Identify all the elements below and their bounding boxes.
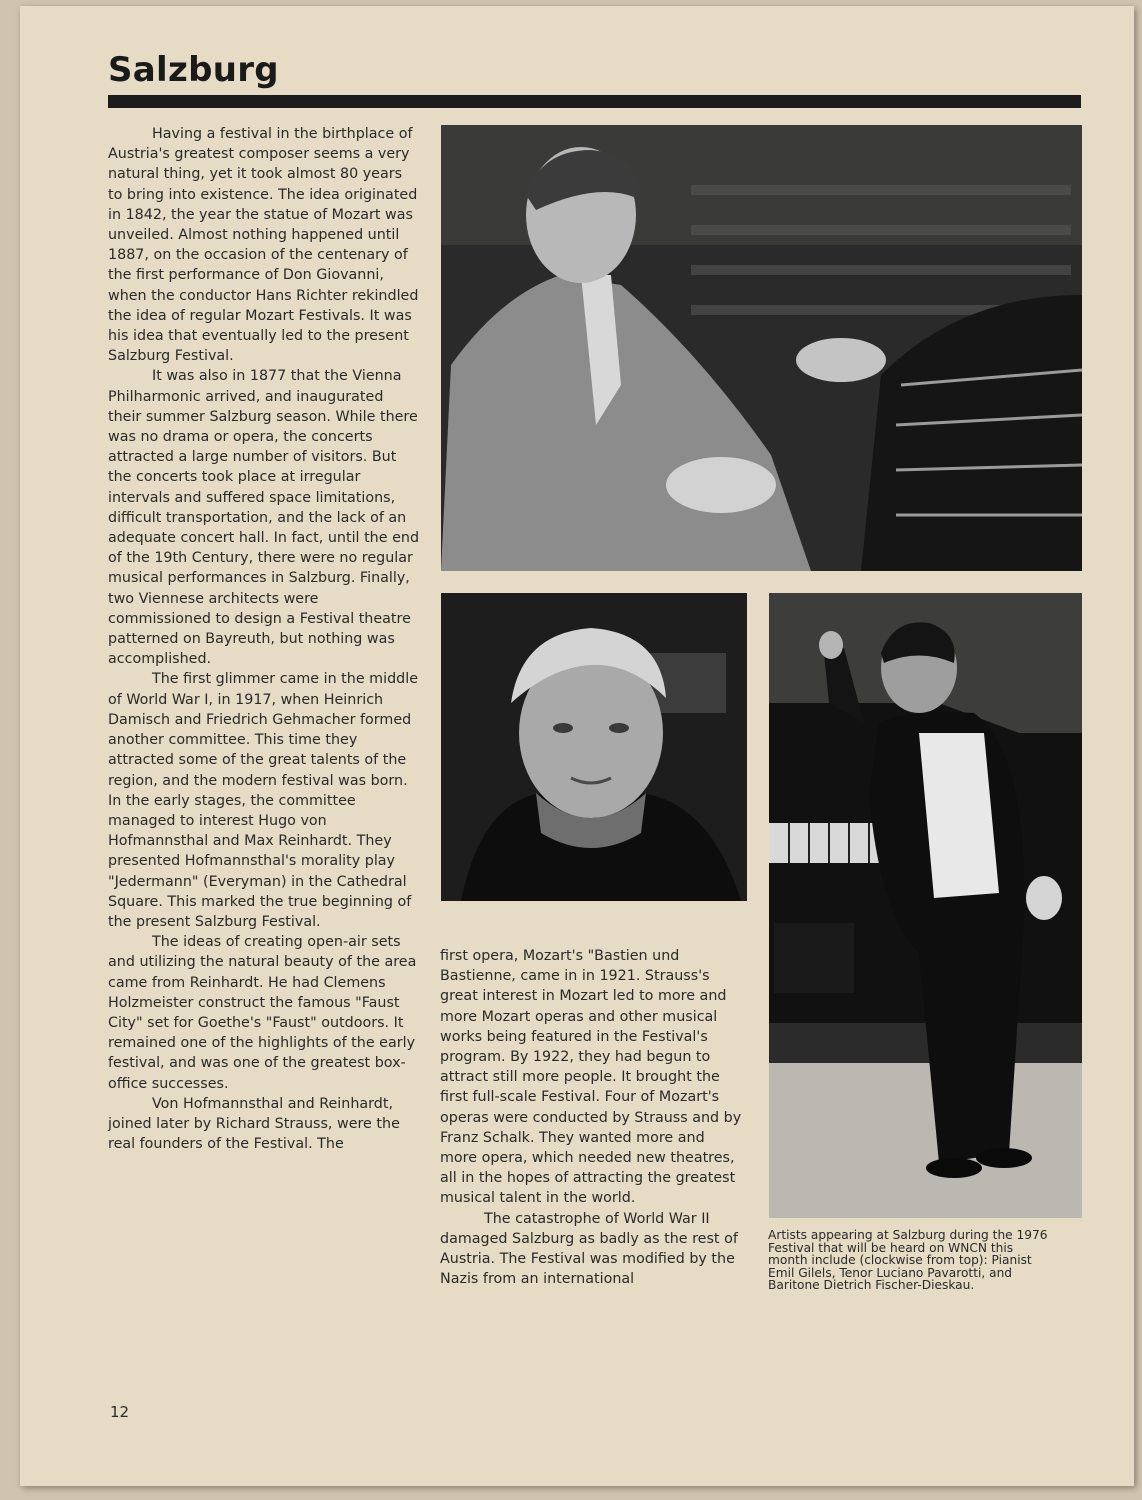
article-paragraph: The ideas of creating open-air sets and utilizing the natural beauty of the area came from Reinhardt. He had Clemens Holzmeister construct the famous "Faust City" set for Goethe's "Faust" outdoors. It remained one of the highlights of the early festival, and was one of the greatest box-office successes. [108,934,417,1092]
article-paragraph: first opera, Mozart's "Bastien und Bastienne, came in in 1921. Strauss's great interest in Mozart led to more and more Mozart operas and other musical works being featured in the Festival's program. By 1922, they had begun to attract still more people. It brought the first full-scale Festival. Four of Mozart's operas were conducted by Strauss and by Franz Schalk. They wanted more and more opera, which needed new theatres, all in the hopes of attracting the greatest musical talent in the world. [440,948,742,1207]
photo-caption: Artists appearing at Salzburg during the 1976 Festival that will be heard on WNCN this month include (clockwise from top): Pianist Emil Gilels, Tenor Luciano Pavarotti, and Baritone Dietrich Fischer-Dieskau. [768,1228,1048,1293]
article-paragraph: Having a festival in the birthplace of Austria's greatest composer seems a very natural thing, yet it took almost 80 years to bring into existence. The idea originated in 1842, the year the statue of Mozart was unveiled. Almost nothing happened until 1887, on the occasion of the centenary of the first performance of Don Giovanni, when the conductor Hans Richter rekindled the idea of regular Mozart Festivals. It was his idea that eventually led to the present Salzburg Festival. [108,126,419,365]
article-middle-column [440,946,746,1289]
title-rule [108,95,1081,108]
article-paragraph: It was also in 1877 that the Vienna Philharmonic arrived, and inaugurated their summer Salzburg season. While there was no drama or opera, the concerts attracted a large number of visitors. But the concerts took place at irregular intervals and suffered space limitations, difficult transportation, and the lack of an adequate concert hall. In fact, until the end of the 19th Century, there were no regular musical performances in Salzburg. Finally, two Viennese architects were commissioned to design a Festival theatre patterned on Bayreuth, but nothing was accomplished. [108,368,420,668]
photo-pianist [441,125,1082,571]
photo-tenor [769,593,1082,1218]
photo-baritone [441,593,747,901]
page-number: 12 [110,1403,130,1421]
article-paragraph: The catastrophe of World War II damaged Salzburg as badly as the rest of Austria. The Festival was modified by the Nazis from an international [440,1210,738,1288]
article-paragraph: The first glimmer came in the middle of World War I, in 1917, when Heinrich Damisch and Friedrich Gehmacher formed another committee. This time they attracted some of the great talents of the region, and the modern festival was born. In the early stages, the committee managed to interest Hugo von Hofmannsthal and Max Reinhardt. They presented Hofmannsthal's morality play "Jedermann" (Everyman) in the Cathedral Square. This marked the true beginning of the present Salzburg Festival. [108,671,419,930]
page-title: Salzburg [108,50,279,90]
article-left-column [108,124,420,1154]
article-paragraph: Von Hofmannsthal and Reinhardt, joined later by Richard Strauss, were the real founders of the Festival. The [108,1095,400,1153]
